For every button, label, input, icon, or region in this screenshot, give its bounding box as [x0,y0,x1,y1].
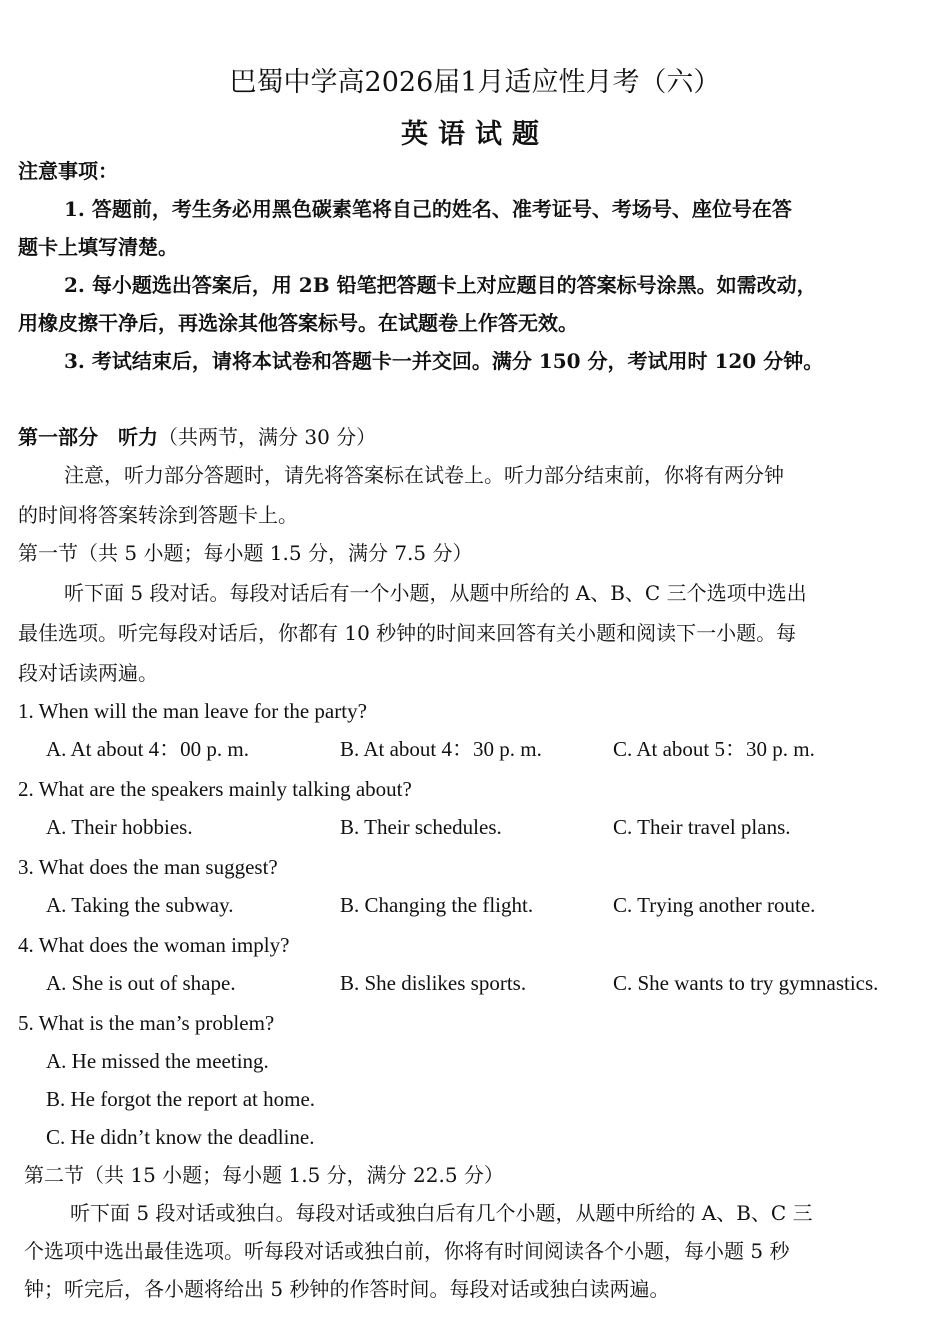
section2-intro-line-1: 听下面 5 段对话或独白。每段对话或独白后有几个小题，从题中所给的 A、B、C 三 [70,1201,813,1225]
part1-heading [18,424,376,450]
exam-title: 巴蜀中学高2026届1月适应性月考（六） [229,67,721,98]
question-2-option-a: A. Their hobbies. [46,815,193,839]
question-1-option-c: C. At about 5：30 p. m. [613,737,815,761]
section2-heading: 第二节（共 15 小题；每小题 1.5 分，满分 22.5 分） [24,1163,504,1187]
exam-subtitle: 英语试题 [401,119,549,150]
question-1-stem: 1. When will the man leave for the party? [18,699,367,723]
notice-item-1-line-1: 1. 答题前，考生务必用黑色碳素笔将自己的姓名、准考证号、考场号、座位号在答 [64,197,792,221]
question-4-option-c: C. She wants to try gymnastics. [613,971,879,995]
question-2-option-b: B. Their schedules. [340,815,502,839]
part1-intro-line-1: 注意，听力部分答题时，请先将答案标在试卷上。听力部分结束前，你将有两分钟 [64,463,784,487]
question-1-option-b: B. At about 4：30 p. m. [340,737,542,761]
section1-intro-line-3: 段对话读两遍。 [18,661,158,685]
question-3-option-c: C. Trying another route. [613,893,816,917]
question-3-option-a: A. Taking the subway. [46,893,234,917]
question-3-stem: 3. What does the man suggest? [18,855,278,879]
section2-intro-line-2: 个选项中选出最佳选项。听每段对话或独白前，你将有时间阅读各个小题，每小题 5 秒 [24,1239,790,1263]
question-2-stem: 2. What are the speakers mainly talking about? [18,777,412,801]
section1-heading: 第一节（共 5 小题；每小题 1.5 分，满分 7.5 分） [18,541,473,565]
part1-heading-points: （共两节，满分 30 分） [158,425,377,449]
part1-intro-line-2: 的时间将答案转涂到答题卡上。 [18,503,298,527]
notice-heading: 注意事项： [18,159,118,183]
question-3-option-b: B. Changing the flight. [340,893,534,917]
question-1-option-a: A. At about 4：00 p. m. [46,737,249,761]
question-4-option-b: B. She dislikes sports. [340,971,527,995]
section1-intro-line-1: 听下面 5 段对话。每段对话后有一个小题，从题中所给的 A、B、C 三个选项中选出 [64,581,807,605]
notice-item-2-line-1: 2. 每小题选出答案后，用 2B 铅笔把答题卡上对应题目的答案标号涂黑。如需改动， [64,273,817,297]
part1-heading-label: 第一部分 听力 [18,425,158,449]
question-5-option-b: B. He forgot the report at home. [46,1087,316,1111]
question-5-stem: 5. What is the man’s problem? [18,1011,275,1035]
question-2-option-c: C. Their travel plans. [613,815,791,839]
section1-intro-line-2: 最佳选项。听完每段对话后，你都有 10 秒钟的时间来回答有关小题和阅读下一小题。每 [18,621,797,645]
section2-intro-line-3: 钟；听完后，各小题将给出 5 秒钟的作答时间。每段对话或独白读两遍。 [24,1277,670,1301]
question-5-option-c: C. He didn’t know the deadline. [46,1125,315,1149]
question-4-stem: 4. What does the woman imply? [18,933,290,957]
notice-item-1-line-2: 题卡上填写清楚。 [18,235,178,259]
question-5-option-a: A. He missed the meeting. [46,1049,269,1073]
notice-item-3-line-1: 3. 考试结束后，请将本试卷和答题卡一并交回。满分 150 分，考试用时 120 分钟。 [64,349,824,373]
question-4-option-a: A. She is out of shape. [46,971,236,995]
notice-item-2-line-2: 用橡皮擦干净后，再选涂其他答案标号。在试题卷上作答无效。 [18,311,578,335]
